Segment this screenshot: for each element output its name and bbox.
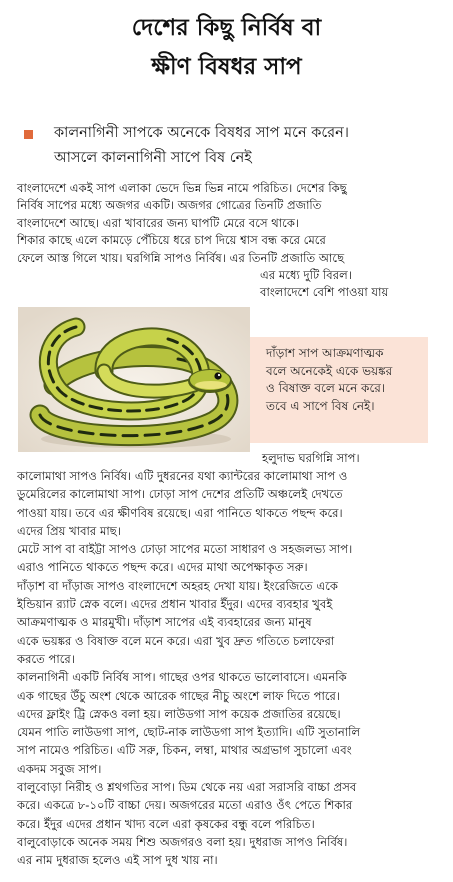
intro-line: বাংলাদেশে আছে। এরা খাবারের জন্য ঘাপটি মেরে বসে থাকে। xyxy=(17,215,300,230)
body-line: এর নাম দুধরাজ হলেও এই সাপ দুধ খায় না। xyxy=(17,853,218,868)
body-line: কালনাগিনী একটি নির্বিষ সাপ। গাছের ওপর থাকতে ভালোবাসে। এমনকি xyxy=(17,670,347,685)
image-caption: হলুদাভ ঘরগিন্নি সাপ। xyxy=(262,451,360,465)
body-line: এদের প্রিয় খাবার মাছ। xyxy=(17,523,121,538)
intro-line: ফেলে আস্ত গিলে খায়। ঘরগিন্নি সাপও নির্বিষ। এর তিনটি প্রজাতি আছে xyxy=(17,250,345,265)
body-line: করতে পারে। xyxy=(17,651,75,666)
beside-image-text xyxy=(260,267,450,302)
body-line: কালোমাথা সাপও নির্বিষ। এটি দুধরনের যথা ক্যান্টরের কালোমাথা সাপ ও xyxy=(17,469,348,483)
callout-line: দাঁড়াশ সাপ আক্রমণাত্মক xyxy=(266,346,384,360)
callout-line: বলে অনেকেই একে ভয়ঙ্কর xyxy=(266,363,393,378)
body-line: সাপ নামেও পরিচিত। এটি সরু, চিকন, লম্বা, মাথার অগ্রভাগ সুচালো এবং xyxy=(17,743,352,758)
body-line: একে ভয়ঙ্কর ও বিষাক্ত বলে মনে করে। এরা খুব দ্রুত গতিতে চলাফেরা xyxy=(17,633,335,648)
subheadline-line-1: কালনাগিনী সাপকে অনেকে বিষধর সাপ মনে করেন। xyxy=(54,125,349,141)
body-line: পাওয়া যায়। তবে এর ক্ষীণবিষ রয়েছে। এরা পানিতে থাকতে পছন্দ করে। xyxy=(17,505,343,520)
callout-text xyxy=(250,337,428,415)
body-line: বালুবোড়াকে অনেক সময় শিশু অজগরও বলা হয়। দুধরাজ সাপও নির্বিষ। xyxy=(17,834,348,849)
beside-image-line: বাংলাদেশে বেশি পাওয়া যায় xyxy=(260,285,389,300)
body-line: দাঁড়াশ বা দাঁড়াজ সাপও বাংলাদেশে অহরহ দেখা যায়। ইংরেজিতে একে xyxy=(17,578,338,593)
square-bullet-icon xyxy=(24,130,33,139)
body-paragraphs xyxy=(17,467,445,870)
body-line: ডুমেরিলের কালোমাথা সাপ। ঢোড়া সাপ দেশের প্রতিটি অঞ্চলেই দেখতে xyxy=(17,487,343,502)
snake-photo xyxy=(18,307,250,452)
intro-line: নির্বিষ সাপের মধ্যে অজগর একটি। অজগর গোত্রের তিনটি প্রজাতি xyxy=(17,198,322,213)
headline-line-2: ক্ষীণ বিষধর সাপ xyxy=(151,53,302,80)
intro-line: শিকার কাছে এলে কামড়ে পেঁচিয়ে ধরে চাপ দিয়ে শ্বাস বন্ধ করে মেরে xyxy=(17,233,326,248)
body-line: ইন্ডিয়ান র‍্যাট স্নেক বলে। এদের প্রধান খাবার ইঁদুর। এদের ব্যবহার খুবই xyxy=(17,597,333,612)
callout-box xyxy=(250,337,428,443)
snake-illustration xyxy=(18,307,250,452)
subheadline-text xyxy=(54,121,439,171)
intro-paragraph xyxy=(17,180,442,267)
beside-image-line: এর মধ্যে দুটি বিরল। xyxy=(260,268,352,282)
body-line: যেমন পাতি লাউডগা সাপ, ছোট-নাক লাউডগা সাপ ইত্যাদি। এটি সুতানালি xyxy=(17,725,361,740)
body-line: এরাও পানিতে থাকতে পছন্দ করে। এদের মাথা অপেক্ষাকৃত সরু। xyxy=(17,560,308,575)
intro-line: বাংলাদেশে একই সাপ এলাকা ভেদে ভিন্ন ভিন্ন নামে পরিচিত। দেশের কিছু xyxy=(17,181,347,195)
body-line: একদম সবুজ সাপ। xyxy=(17,761,102,776)
body-line: এক গাছের উঁচু অংশ থেকে আরেক গাছের নীচু অংশে লাফ দিতে পারে। xyxy=(17,688,341,703)
body-line: মেটে সাপ বা বাইট্টা সাপও ঢোড়া সাপের মতো সাধারণ ও সহজলভ্য সাপ। xyxy=(17,542,353,557)
subheadline xyxy=(24,121,439,171)
headline-line-1: দেশের কিছু নির্বিষ বা xyxy=(131,14,322,41)
subheadline-line-2: আসলে কালনাগিনী সাপে বিষ নেই xyxy=(54,150,252,166)
body-line: করে। ইঁদুর এদের প্রধান খাদ্য বলে এরা কৃষকের বন্ধু বলে পরিচিত। xyxy=(17,816,315,831)
body-line: আক্রমণাত্মক ও মারমুখী। দাঁড়াশ সাপের এই ব্যবহারের জন্য মানুষ xyxy=(17,615,312,630)
body-line: বালুবোড়া নিরীহ ও শ্লথগতির সাপ। ডিম থেকে নয় এরা সরাসরি বাচ্চা প্রসব xyxy=(17,780,357,795)
callout-line: তবে এ সাপে বিষ নেই। xyxy=(266,398,375,413)
body-line: করে। একত্রে ৮-১০টি বাচ্চা দেয়। অজগরের মতো এরাও ওঁৎ পেতে শিকার xyxy=(17,798,353,813)
headline xyxy=(0,8,453,86)
body-line: এদের ফ্লাইং ট্রি স্নেকও বলা হয়। লাউডগা সাপ কয়েক প্রজাতির রয়েছে। xyxy=(17,706,341,721)
callout-line: ও বিষাক্ত বলে মনে করে। xyxy=(266,381,386,395)
